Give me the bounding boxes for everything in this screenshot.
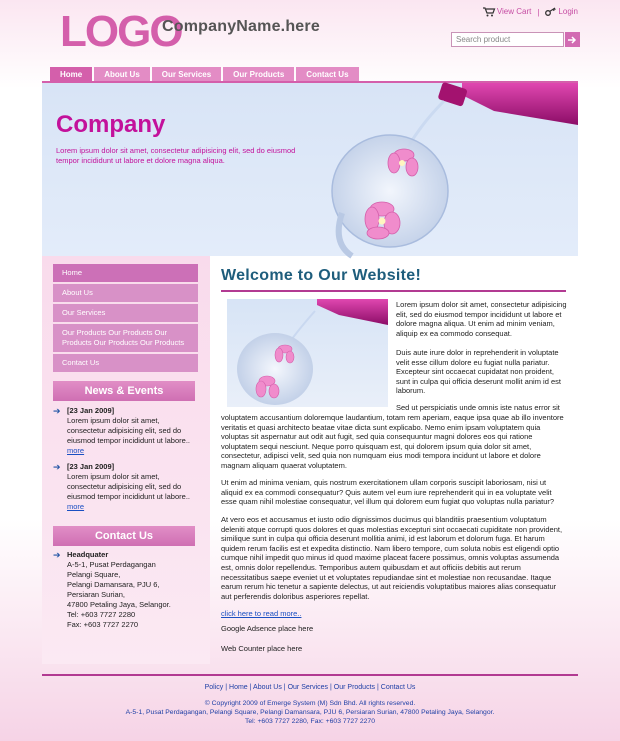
side-menu-our-services[interactable]: Our Services <box>53 304 198 322</box>
footer-link-home[interactable]: Home <box>229 684 248 691</box>
footer-info <box>0 699 620 726</box>
left-sidebar <box>42 256 210 664</box>
footer-link-our-products[interactable]: Our Products <box>333 684 376 691</box>
contact-address-line: Persiaran Surian, <box>67 590 125 599</box>
footer-sep: | <box>376 684 379 691</box>
banner-text: Lorem ipsum dolor sit amet, consectetur adipisicing elit, sed do eiusmod tempor incididunt ut labore et dolore magna aliqua. <box>56 146 296 165</box>
news-events-heading: News & Events <box>53 381 195 401</box>
footer-phone: Tel: +603 7727 2280, Fax: +603 7727 2270 <box>244 718 375 725</box>
paragraph: Duis aute irure dolor in reprehenderit in voluptate velit esse cillum dolore eu fugiat nulla pariatur. Excepteur sint occaecat cupidatat non proident, sunt in culpa qui officia deserunt mollit anim id est laborum. <box>396 348 561 396</box>
side-menu-contact-us[interactable]: Contact Us <box>53 354 198 372</box>
page-title: Welcome to Our Website! <box>221 267 422 284</box>
search-go-icon <box>568 36 577 44</box>
contact-address-line: A-5-1, Pusat Perdagangan <box>67 560 156 569</box>
news-text: Lorem ipsum dolor sit amet, consectetur adipisicing elit, sed do eiusmod tempor incididunt ut labore.. <box>67 416 190 445</box>
key-icon <box>545 7 556 17</box>
logo[interactable] <box>60 7 182 56</box>
contact-us-heading: Contact Us <box>53 526 195 546</box>
footer-sep: | <box>330 684 332 691</box>
news-date: [23 Jan 2009] <box>67 406 115 415</box>
login-link[interactable] <box>545 7 578 17</box>
contact-info <box>53 550 198 636</box>
read-more-link[interactable]: click here to read more.. <box>221 609 302 618</box>
news-item <box>53 462 198 512</box>
login-label: Login <box>558 7 578 17</box>
arrow-right-icon: ➔ <box>53 406 61 416</box>
paragraph: Ut enim ad minima veniam, quis nostrum exercitationem ullam corporis suscipit laboriosam, nisi ut aliquid ex ea commodi consequatur? Quis autem vel eum iure reprehenderit qui in ea voluptate velit esse quam nihil molestiae consequatur, vel illum qui dolorem eum fugiat quo voluptas nulla pariatur? <box>221 478 555 507</box>
view-cart-link[interactable] <box>483 7 532 17</box>
cart-icon <box>483 7 495 17</box>
logo-text: LOGO <box>60 7 182 56</box>
web-counter-placeholder: Web Counter place here <box>221 644 303 653</box>
side-menu-about-us[interactable]: About Us <box>53 284 198 302</box>
footer-divider <box>42 674 578 676</box>
search-bar <box>451 32 580 47</box>
hero-banner <box>42 83 578 256</box>
footer-link-contact-us[interactable]: Contact Us <box>380 684 416 691</box>
contact-address-line: 47800 Petaling Jaya, Selangor. <box>67 600 171 609</box>
footer-link-policy[interactable]: Policy <box>204 684 224 691</box>
news-more-link[interactable]: more <box>67 446 85 455</box>
footer-nav <box>0 684 620 691</box>
footer-address: A-5-1, Pusat Perdagangan, Pelangi Square, Pelangi Damansara, PJU 6, Persiaran Surian, 47800 Petaling Jaya, Selangor. <box>125 709 495 716</box>
wine-glass-photo <box>227 299 388 407</box>
main-content <box>221 267 567 653</box>
contact-tel: Tel: +603 7727 2280 <box>67 610 136 619</box>
adsense-placeholder: Google Adsence place here <box>221 624 314 633</box>
search-button[interactable] <box>565 32 580 47</box>
main-nav <box>50 67 359 82</box>
wine-glass-image <box>227 299 388 407</box>
footer-sep: | <box>249 684 252 691</box>
footer-link-our-services[interactable]: Our Services <box>287 684 329 691</box>
news-text: Lorem ipsum dolor sit amet, consectetur adipisicing elit, sed do eiusmod tempor incididunt ut labore.. <box>67 472 190 501</box>
contact-fax: Fax: +603 7727 2270 <box>67 620 139 629</box>
contact-address-line: Pelangi Square, <box>67 570 121 579</box>
footer-link-about-us[interactable]: About Us <box>253 684 282 691</box>
intro-paragraph: Lorem ipsum dolor sit amet, consectetur adipisicing elit, sed do eiusmod tempor incididunt ut labore et dolore magna aliqua. Ut enim ad minim veniam, aliquip ex ea commodo consequat. <box>396 300 567 338</box>
footer-sep: | <box>283 684 286 691</box>
news-list <box>53 406 198 518</box>
nav-our-products[interactable]: Our Products <box>223 67 294 82</box>
nav-about-us[interactable]: About Us <box>94 67 150 82</box>
side-menu-home[interactable]: Home <box>53 264 198 282</box>
company-name: CompanyName.here <box>162 18 320 35</box>
paragraph: voluptatem accusantium doloremque laudantium, totam rem aperiam, eaque ipsa quae ab illo inventore veritatis et quasi architecto beatae vitae dicta sunt explicabo. Nemo enim ipsam voluptatem quia voluptas sit aspernatur aut odit aut fugit, sed quia consequuntur magni dolores eos qui ratione voluptatem sequi nesciunt. Neque porro quisquam est, qui dolorem ipsum quia dolor sit amet, consectetur, adipisci velit, sed quia non numquam eius modi tempora incidunt ut labore et dolore magnam aliquam quaerat voluptatem. <box>221 413 564 470</box>
arrow-right-icon: ➔ <box>53 462 61 472</box>
wine-glass-bottle-image <box>312 83 578 256</box>
banner-title: Company <box>56 111 166 138</box>
search-input[interactable] <box>451 32 564 47</box>
nav-our-services[interactable]: Our Services <box>152 67 221 82</box>
side-menu-our-products[interactable]: Our Products Our Products Our Products Our Products Our Products <box>53 324 198 352</box>
footer-sep: | <box>225 684 228 691</box>
side-menu <box>53 264 198 374</box>
arrow-right-icon: ➔ <box>53 550 61 560</box>
news-item <box>53 406 198 456</box>
copyright-text: © Copyright 2009 of Emerge System (M) Sdn Bhd. All rights reserved. <box>204 700 416 707</box>
contact-address-line: Pelangi Damansara, PJU 6, <box>67 580 160 589</box>
news-date: [23 Jan 2009] <box>67 462 115 471</box>
link-separator: | <box>537 7 540 17</box>
paragraph: Sed ut perspiciatis unde omnis iste natus error sit <box>396 403 560 412</box>
title-divider <box>221 290 566 292</box>
nav-home[interactable]: Home <box>50 67 92 82</box>
contact-heading: Headquater <box>67 550 109 559</box>
nav-contact-us[interactable]: Contact Us <box>296 67 358 82</box>
top-links <box>483 7 578 17</box>
view-cart-label: View Cart <box>496 7 532 17</box>
paragraph: At vero eos et accusamus et iusto odio dignissimos ducimus qui blanditiis praesentium voluptatum deleniti atque corrupti quos dolores et quas molestias excepturi sint occaecati cupiditate non provident, similique sunt in culpa qui officia deserunt mollitia animi, id est laborum et dolorum fuga. Et harum quidem rerum facilis est et expedita distinctio. Nam libero tempore, cum soluta nobis est eligendi optio cumque nihil impedit quo minus id quod maxime placeat facere possimus, omnis voluptas assumenda est, omnis dolor repellendus. Temporibus autem quibusdam et aut officiis debitis aut rerum necessitatibus saepe eveniet ut et voluptates repudiandae sint et molestiae non recusandae. Itaque earum rerum hic tenetur a sapiente delectus, ut aut reiciendis voluptatibus maiores alias consequatur aut perferendis doloribus asperiores repellat. <box>221 515 563 601</box>
logo-graphic <box>60 7 182 56</box>
news-more-link[interactable]: more <box>67 502 85 511</box>
